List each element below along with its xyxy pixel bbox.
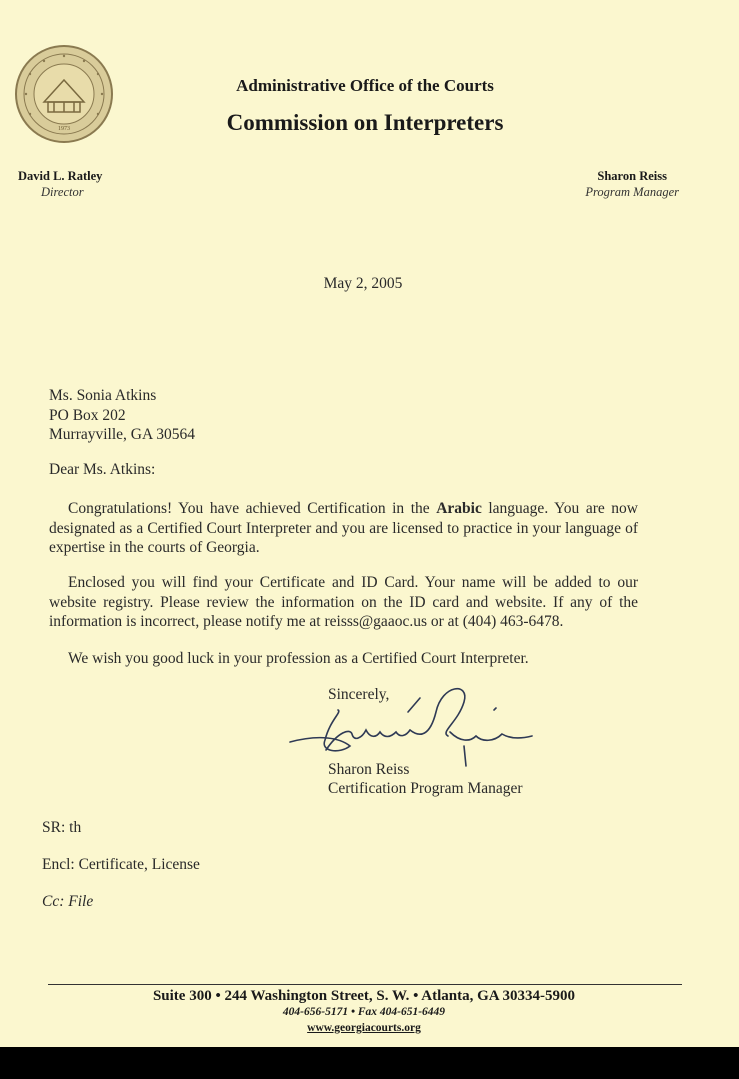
program-manager-name: Sharon Reiss xyxy=(597,169,667,183)
typist-initials: SR: th xyxy=(42,819,82,836)
address-line: PO Box 202 xyxy=(49,406,126,424)
paragraph-wishes: We wish you good luck in your profession as a Certified Court Interpreter. xyxy=(68,650,529,667)
letter-date: May 2, 2005 xyxy=(323,275,403,292)
scan-border xyxy=(0,1047,739,1079)
language-emphasis: Arabic xyxy=(436,500,482,517)
svg-text:1973: 1973 xyxy=(58,126,70,132)
footer-phone: 404-656-5171 • Fax 404-651-6449 xyxy=(282,1006,446,1018)
footer-website-link[interactable]: www.georgiacourts.org xyxy=(307,1022,421,1034)
closing: Sincerely, xyxy=(328,686,390,703)
recipient-address xyxy=(49,386,195,445)
footer-address: Suite 300 • 244 Washington Street, S. W. • Atlanta, GA 30334-5900 xyxy=(152,988,576,1004)
commission-name: Commission on Interpreters xyxy=(226,110,504,135)
address-line: Murrayville, GA 30564 xyxy=(49,426,195,443)
handwritten-signature xyxy=(280,672,540,782)
signer-name: Sharon Reiss xyxy=(328,761,410,778)
signer-title: Certification Program Manager xyxy=(328,780,523,797)
program-manager-title: Program Manager xyxy=(585,185,679,199)
salutation: Dear Ms. Atkins: xyxy=(49,461,156,478)
address-line: Ms. Sonia Atkins xyxy=(49,387,157,404)
cc-line: Cc: File xyxy=(42,893,94,910)
organization-name: Administrative Office of the Courts xyxy=(236,76,494,95)
paragraph-enclosures: Enclosed you will find your Certificate and ID Card. Your name will be added to our website registry. Please review the information on the ID card and website. If any of the information is incorrect, please notify me at reisss@gaaoc.us or at (404) 463-6478. xyxy=(49,574,638,630)
director-name: David L. Ratley xyxy=(18,169,103,183)
director-title: Director xyxy=(41,185,84,199)
enclosures-line: Encl: Certificate, License xyxy=(42,856,200,873)
footer-rule xyxy=(48,984,682,985)
paragraph-certification: Congratulations! You have achieved Certification in the Arabic language. You are now designated as a Certified Court Interpreter and you are licensed to practice in your language of expertise in the courts of Georgia. xyxy=(49,500,638,556)
